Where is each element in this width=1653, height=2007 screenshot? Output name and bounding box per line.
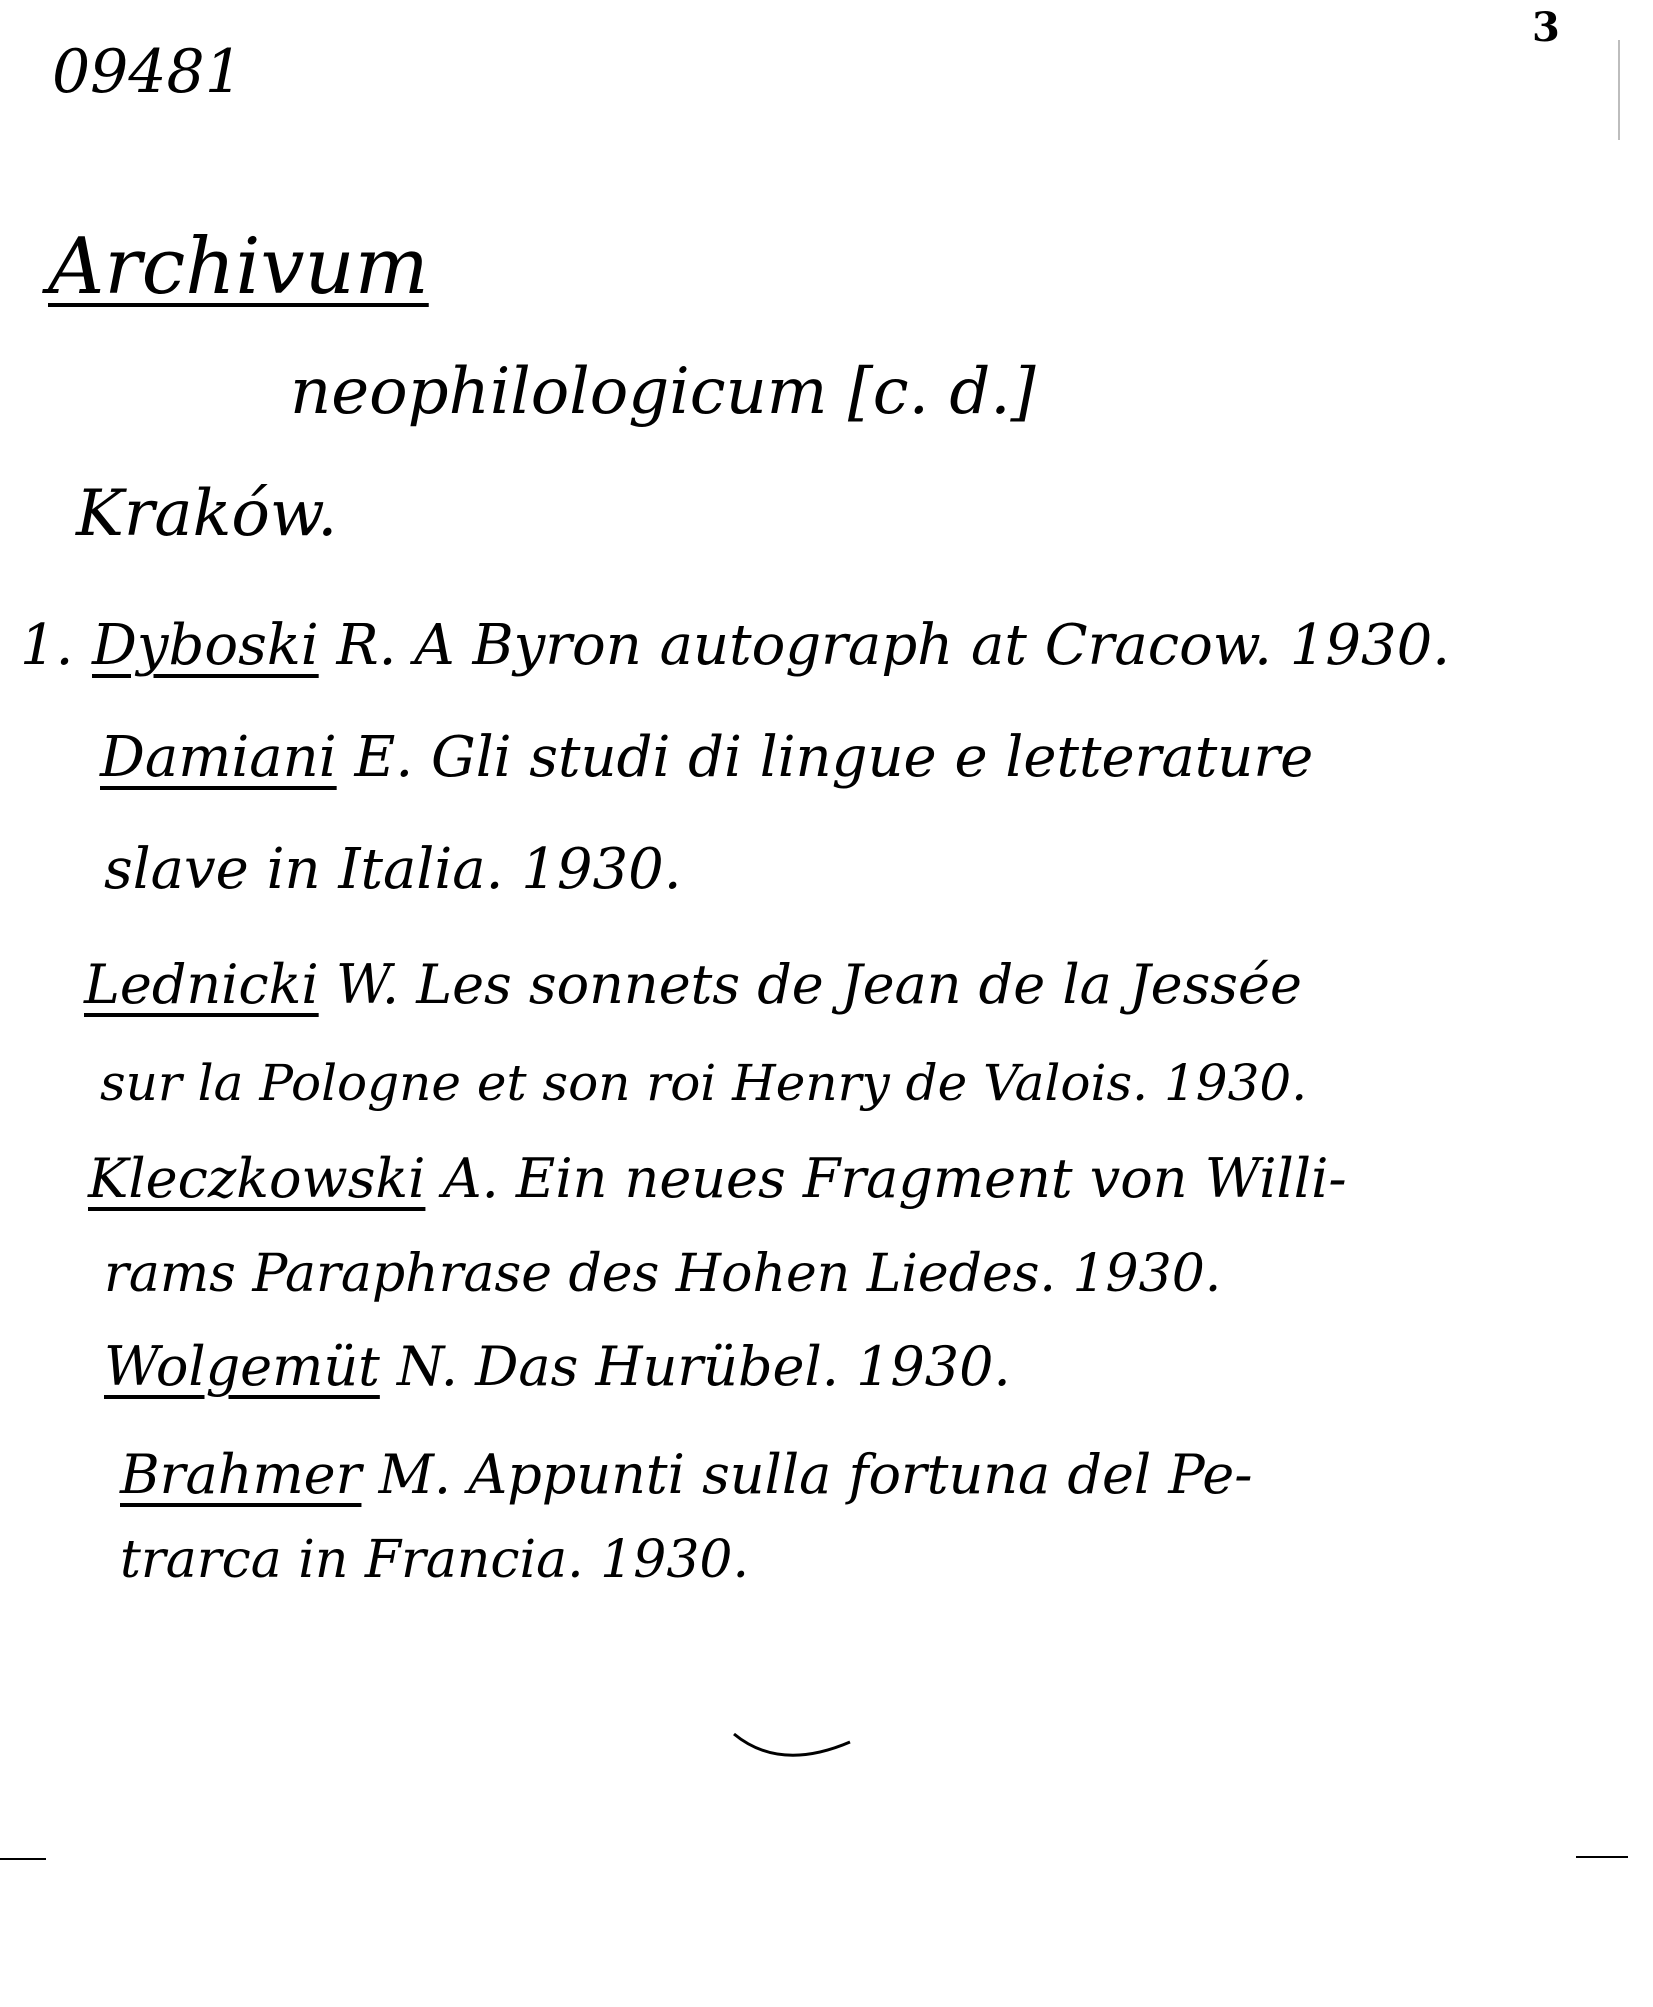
entry-author: Dyboski: [92, 613, 319, 678]
entry-dyboski: [92, 613, 1451, 678]
entry-text: M. Appunti sulla fortuna del Pe-: [361, 1443, 1253, 1506]
entry-author: Lednicki: [84, 953, 319, 1016]
right-edge-mark: [1576, 1856, 1628, 1858]
title-line-1: Archivum: [48, 222, 429, 312]
place-of-publication: Kraków.: [76, 477, 338, 551]
entry-damiani: [100, 725, 1314, 790]
entry-text: R. A Byron autograph at Cracow. 1930.: [318, 613, 1451, 678]
title-line-2: neophilologicum [c. d.]: [290, 355, 1036, 429]
entry-number: 1.: [20, 613, 74, 678]
right-edge-tick: [1618, 40, 1620, 140]
entry-brahmer: [120, 1443, 1253, 1506]
end-flourish: [730, 1728, 860, 1780]
entry-author: Wolgemüt: [104, 1335, 380, 1398]
page-number: 3: [1532, 4, 1560, 51]
entry-text: A. Ein neues Fragment von Willi-: [425, 1147, 1347, 1210]
entry-kleczkowski-continuation: rams Paraphrase des Hohen Liedes. 1930.: [104, 1244, 1222, 1304]
entry-lednicki-continuation: sur la Pologne et son roi Henry de Valois. 1930.: [100, 1054, 1308, 1112]
entry-brahmer-continuation: trarca in Francia. 1930.: [120, 1530, 750, 1590]
entry-author: Kleczkowski: [88, 1147, 426, 1210]
entry-text: N. Das Hurübel. 1930.: [379, 1335, 1011, 1398]
entry-damiani-continuation: slave in Italia. 1930.: [104, 837, 682, 902]
entry-wolgemut: [104, 1335, 1011, 1398]
entry-text: E. Gli studi di lingue e letterature: [336, 725, 1314, 790]
left-edge-mark: [0, 1858, 46, 1860]
entry-lednicki: [84, 953, 1302, 1016]
entry-kleczkowski: [88, 1147, 1347, 1210]
catalog-number: 09481: [52, 37, 243, 107]
entry-author: Damiani: [100, 725, 337, 790]
entry-text: W. Les sonnets de Jean de la Jessée: [318, 953, 1302, 1016]
entry-author: Brahmer: [120, 1443, 362, 1506]
